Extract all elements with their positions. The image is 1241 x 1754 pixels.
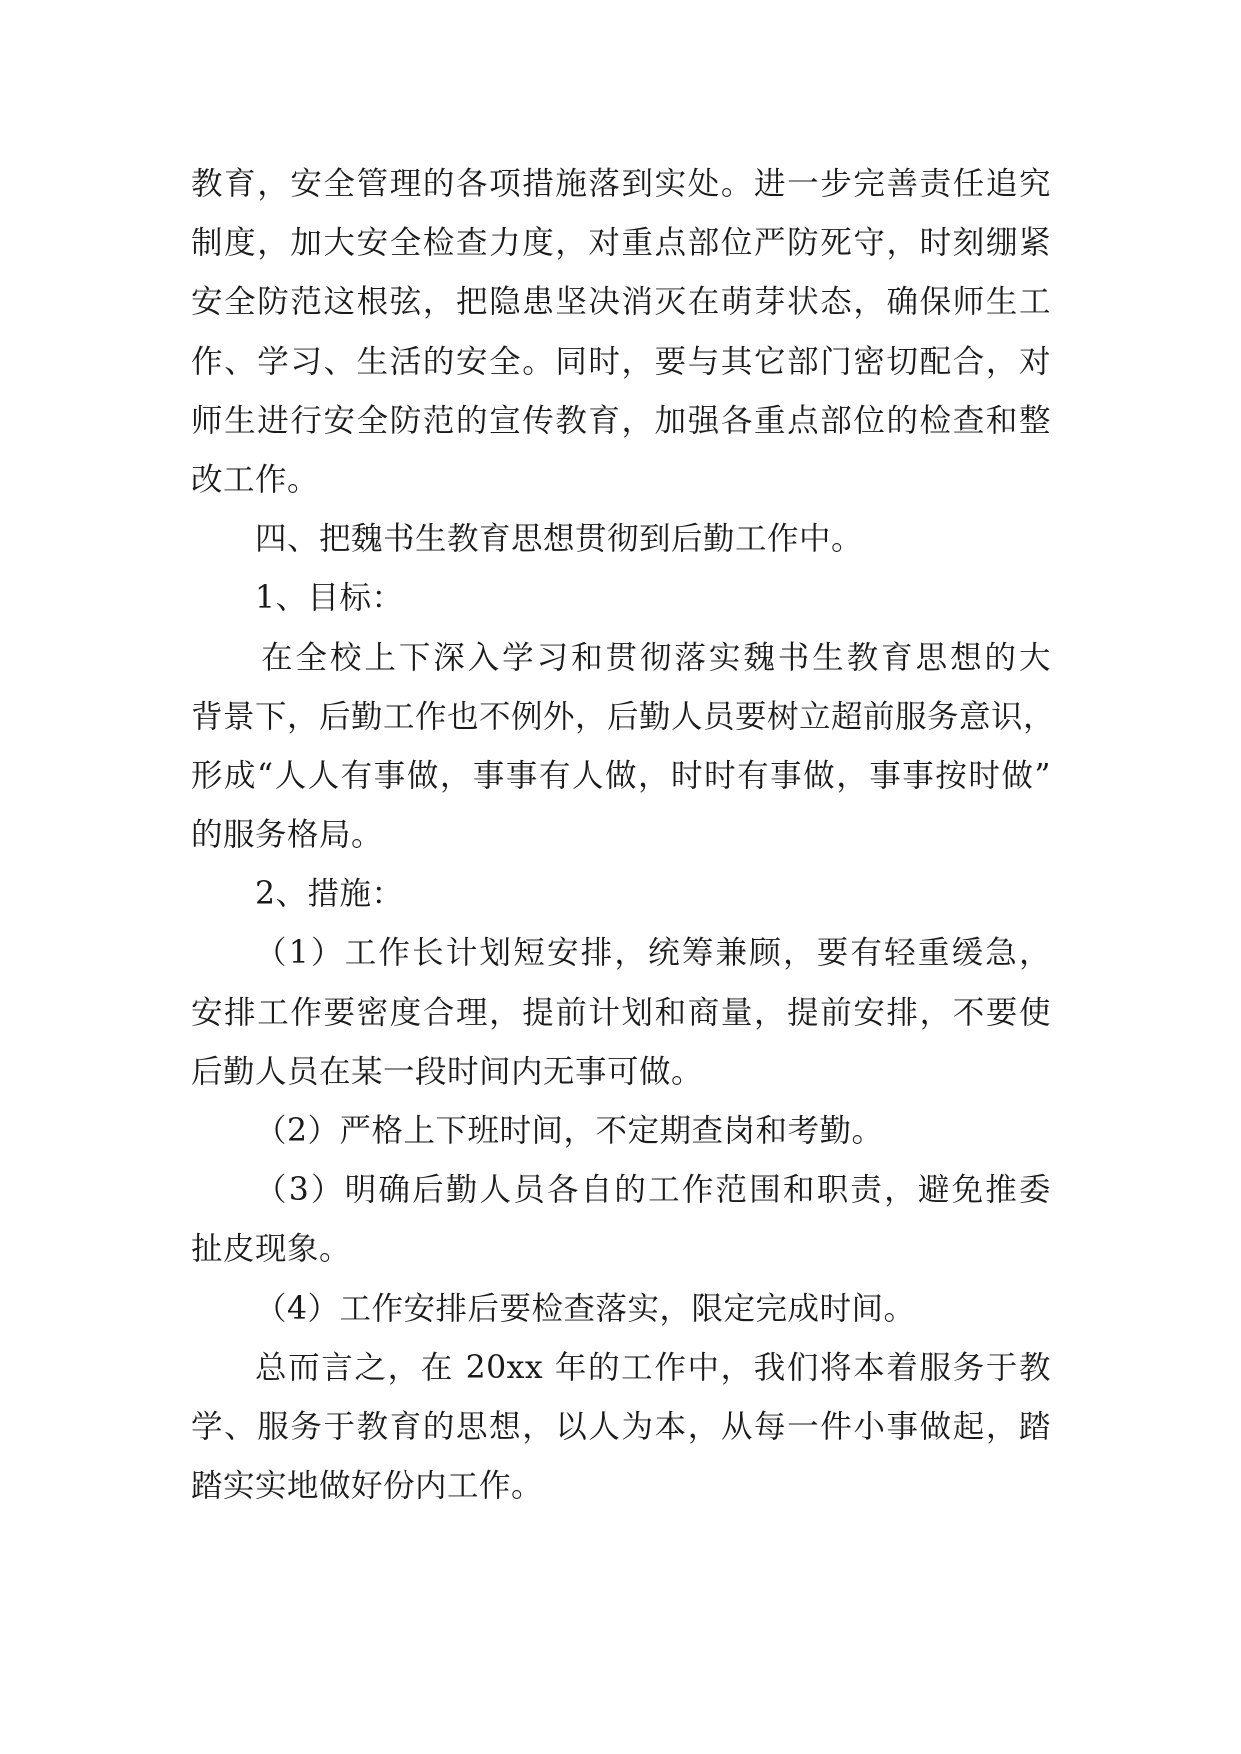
text-line: 安全防范这根弦，把隐患坚决消灭在萌芽状态，确保师生工 <box>191 284 1051 321</box>
paragraph-conclusion <box>191 1339 1051 1517</box>
measure-item-1 <box>191 924 1051 1102</box>
text-line: 教育，安全管理的各项措施落到实处。进一步完善责任追究 <box>191 166 1051 202</box>
subheading-measures <box>191 865 1051 924</box>
text-line: 总而言之，在 20xx 年的工作中，我们将本着服务于教 <box>255 1349 1051 1386</box>
text-line: 后勤人员在某一段时间内无事可做。 <box>191 1053 704 1090</box>
text-line: （2）严格上下班时间，不定期查岗和考勤。 <box>255 1113 884 1149</box>
text-line: 的服务格局。 <box>191 817 384 854</box>
text-line: 2、措施： <box>255 876 404 913</box>
paragraph-safety <box>191 155 1051 510</box>
text-line: （1）工作长计划短安排，统筹兼顾，要有轻重缓急， <box>255 935 1051 972</box>
text-line: 学、服务于教育的思想，以人为本，从每一件小事做起，踏 <box>191 1408 1051 1445</box>
text-line: 改工作。 <box>191 461 320 498</box>
paragraph-goal <box>191 629 1056 866</box>
text-line: 安排工作要密度合理，提前计划和商量，提前安排，不要使 <box>191 994 1051 1031</box>
measure-item-4 <box>191 1280 1051 1339</box>
text-line: 四、把魏书生教育思想贯彻到后勤工作中。 <box>255 521 864 558</box>
text-line: 制度，加大安全检查力度，对重点部位严防死守，时刻绷紧 <box>191 225 1051 262</box>
text-line: 在全校上下深入学习和贯彻落实魏书生教育思想的大 <box>261 639 1051 676</box>
text-line: （3）明确后勤人员各自的工作范围和职责，避免推委 <box>255 1172 1051 1209</box>
text-line: 师生进行安全防范的宣传教育，加强各重点部位的检查和整 <box>191 402 1051 439</box>
text-line: 1、目标： <box>255 580 404 617</box>
document-body <box>191 155 1056 1516</box>
text-line: 背景下，后勤工作也不例外，后勤人员要树立超前服务意识， <box>191 698 1056 735</box>
subheading-goal <box>191 569 1051 628</box>
text-line: 作、学习、生活的安全。同时，要与其它部门密切配合，对 <box>191 343 1051 380</box>
measure-item-3 <box>191 1161 1051 1279</box>
measure-item-2 <box>191 1102 1051 1161</box>
text-line: 扯皮现象。 <box>191 1231 352 1268</box>
text-line: （4）工作安排后要检查落实，限定完成时间。 <box>255 1290 916 1327</box>
section-heading <box>191 510 1051 569</box>
text-line: 形成“人人有事做，事事有人做，时时有事做，事事按时做” <box>191 757 1051 794</box>
text-line: 踏实实地做好份内工作。 <box>191 1468 544 1505</box>
